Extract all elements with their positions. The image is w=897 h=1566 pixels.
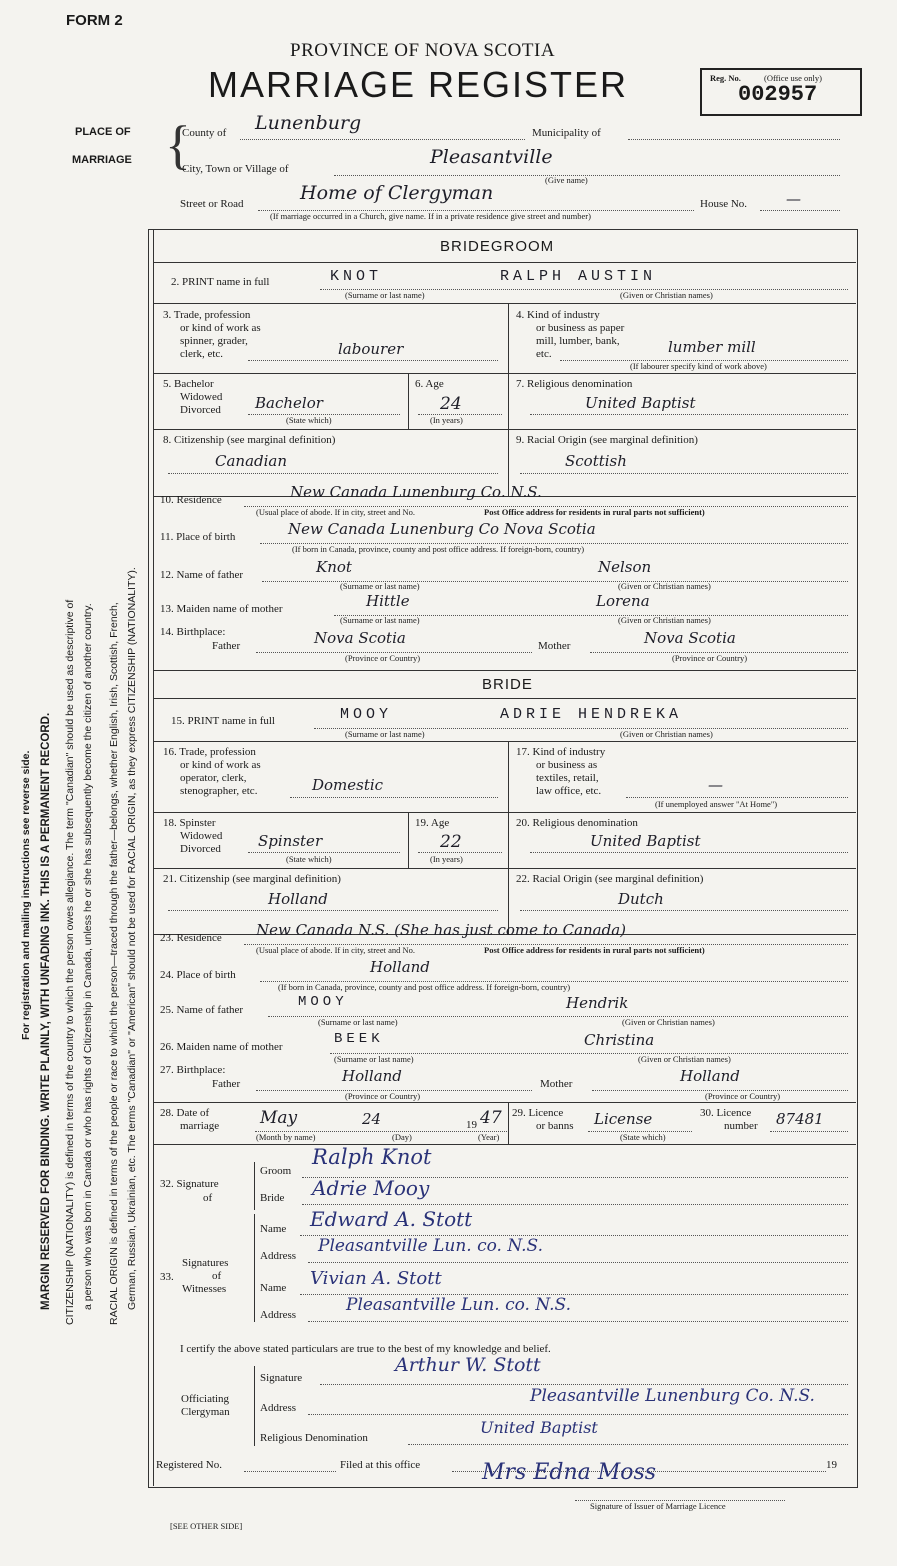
- groom-trade: labourer: [338, 340, 404, 358]
- clergy-denom-label: Religious Denomination: [260, 1432, 368, 1444]
- bride-birthplace: Holland: [370, 958, 430, 976]
- f5-l1: 5. Bachelor: [163, 378, 214, 390]
- f21-label: 21. Citizenship (see marginal definition): [163, 873, 341, 885]
- clergy-addr-label: Address: [260, 1402, 297, 1414]
- f18-l1: 18. Spinster: [163, 817, 216, 829]
- groom-birthplace: New Canada Lunenburg Co Nova Scotia: [288, 520, 596, 538]
- licence-number: 87481: [776, 1110, 824, 1128]
- f27-mother: Mother: [540, 1078, 573, 1090]
- bride-given: ADRIE HENDREKA: [500, 706, 683, 723]
- f28-l1: 28. Date of: [160, 1107, 210, 1119]
- f32-l1: 32. Signature: [160, 1178, 219, 1190]
- marriage-year: 47: [480, 1108, 502, 1128]
- f14-father: Father: [212, 640, 241, 652]
- groom-status: Bachelor: [255, 394, 323, 412]
- f4-hint: (If labourer specify kind of work above): [630, 361, 767, 371]
- bride-industry: —: [708, 776, 723, 794]
- bride-father-given-hint: (Given or Christian names): [622, 1017, 715, 1027]
- w1-name-label: Name: [260, 1223, 287, 1235]
- groom-years: (In years): [430, 415, 463, 425]
- witness2-name: Vivian A. Stott: [310, 1268, 442, 1289]
- groom-given-hint: (Given or Christian names): [620, 290, 713, 300]
- f16-l1: 16. Trade, profession: [163, 746, 256, 758]
- groom-citizenship: Canadian: [215, 452, 288, 470]
- place-label-2: MARRIAGE: [72, 154, 132, 166]
- bride-mother-given-hint: (Given or Christian names): [638, 1054, 731, 1064]
- f17-l1: 17. Kind of industry: [516, 746, 606, 758]
- f26-label: 26. Maiden name of mother: [160, 1041, 283, 1053]
- bride-status: Spinster: [258, 832, 323, 850]
- f9-label: 9. Racial Origin (see marginal definition): [516, 434, 698, 446]
- groom-state-which: (State which): [286, 415, 332, 425]
- licence-state-which: (State which): [620, 1132, 666, 1142]
- f25-label: 25. Name of father: [160, 1004, 244, 1016]
- bride-bp-mother: Holland: [680, 1067, 740, 1085]
- groom-bp-father: Nova Scotia: [314, 629, 406, 647]
- margin-line-5: RACIAL ORIGIN is defined in terms of the people or race to which the person—traced through the father—belongs, whether English, Irish, Scottish, French,: [108, 602, 120, 1325]
- bride-citizenship: Holland: [268, 890, 328, 908]
- clergy-sig-label: Signature: [260, 1372, 303, 1384]
- municipality-label: Municipality of: [532, 127, 601, 139]
- give-name-hint: (Give name): [545, 175, 588, 185]
- street-value: Home of Clergyman: [300, 182, 494, 204]
- groom-prov-hint-f: (Province or Country): [345, 653, 421, 663]
- year-hint: (Year): [478, 1132, 500, 1142]
- f23-label: 23. Residence: [160, 932, 222, 944]
- f12-label: 12. Name of father: [160, 569, 244, 581]
- margin-line-3: CITIZENSHIP (NATIONALITY) is defined in terms of the country to which the person owes allegiance. The term "Canadian" should be used as descriptive of: [64, 599, 76, 1325]
- f3-l4: clerk, etc.: [180, 348, 224, 360]
- certify-statement: I certify the above stated particulars are true to the best of my knowledge and belief.: [180, 1343, 551, 1355]
- margin-line-1: For registration and mailing instructions see reverse side.: [20, 750, 32, 1040]
- groom-industry: lumber mill: [668, 338, 756, 356]
- f7-label: 7. Religious denomination: [516, 378, 633, 390]
- bride-racial: Dutch: [618, 890, 664, 908]
- bride-surname: MOOY: [340, 706, 393, 723]
- w2-name-label: Name: [260, 1282, 287, 1294]
- w2-address-label: Address: [260, 1309, 297, 1321]
- form-number: FORM 2: [66, 12, 123, 29]
- f17-l2: or business as: [536, 759, 598, 771]
- house-label: House No.: [700, 198, 748, 210]
- clergy-l1: Officiating: [181, 1393, 230, 1405]
- f4-l3: mill, lumber, bank,: [536, 335, 620, 347]
- f33-l1: Signatures: [182, 1257, 229, 1269]
- filed-label: Filed at this office: [340, 1459, 421, 1471]
- groom-surname-hint: (Surname or last name): [345, 290, 425, 300]
- f3-l2: or kind of work as: [180, 322, 261, 334]
- groom-signature: Ralph Knot: [312, 1145, 432, 1169]
- bride-bp-father: Holland: [342, 1067, 402, 1085]
- margin-line-4: a person who was born in Canada or who has rights of Citizenship in Canada, unless he or she has subsequently become the citizen of another country.: [82, 603, 94, 1310]
- place-label-1: PLACE OF: [75, 126, 131, 138]
- f4-l2: or business as paper: [536, 322, 625, 334]
- bride-prov-hint-m: (Province or Country): [705, 1091, 781, 1101]
- marriage-day: 24: [362, 1110, 382, 1128]
- margin-line-2: MARGIN RESERVED FOR BINDING. WRITE PLAINLY, WITH UNFADING INK. THIS IS A PERMANENT RECORD.: [40, 712, 52, 1310]
- groom-mother-surname: Hittle: [366, 592, 410, 610]
- f29-l2: or banns: [536, 1120, 574, 1132]
- groom-sig-label: Groom: [260, 1165, 292, 1177]
- groom-res-hint-b: Post Office address for residents in rural parts not sufficient): [484, 507, 705, 517]
- office-use-note: (Office use only): [764, 73, 822, 83]
- filed-year-prefix: 19: [826, 1459, 837, 1471]
- f17-l3: textiles, retail,: [536, 772, 599, 784]
- f3-l3: spinner, grader,: [180, 335, 248, 347]
- f16-l4: stenographer, etc.: [180, 785, 258, 797]
- licence-type: License: [594, 1110, 653, 1128]
- witness1-address: Pleasantville Lun. co. N.S.: [318, 1236, 543, 1256]
- bride-given-hint: (Given or Christian names): [620, 729, 713, 739]
- bride-signature: Adrie Mooy: [312, 1176, 430, 1200]
- city-value: Pleasantville: [430, 146, 553, 168]
- issuer-label: Signature of Issuer of Marriage Licence: [590, 1501, 726, 1511]
- f5-l2: Widowed: [180, 391, 223, 403]
- f11-label: 11. Place of birth: [160, 531, 236, 543]
- bride-res-hint-b: Post Office address for residents in rural parts not sufficient): [484, 945, 705, 955]
- bride-father-given: Hendrik: [566, 994, 629, 1012]
- groom-birth-hint: (If born in Canada, province, county and post office address. If foreign-born, country): [292, 544, 585, 554]
- bride-trade: Domestic: [312, 776, 384, 794]
- street-note: (If marriage occurred in a Church, give name. If in a private residence give street and number): [270, 211, 591, 221]
- street-label: Street or Road: [180, 198, 244, 210]
- f17-hint: (If unemployed answer "At Home"): [655, 799, 778, 809]
- year-prefix: 19: [466, 1119, 477, 1131]
- bride-father-surname: MOOY: [298, 994, 348, 1010]
- witness1-name: Edward A. Stott: [310, 1207, 473, 1231]
- f4-l1: 4. Kind of industry: [516, 309, 600, 321]
- clergy-signature: Arthur W. Stott: [395, 1354, 541, 1376]
- w1-address-label: Address: [260, 1250, 297, 1262]
- reg-number: 002957: [738, 82, 818, 107]
- groom-mother-given-hint: (Given or Christian names): [618, 615, 711, 625]
- groom-mother-given: Lorena: [596, 592, 650, 610]
- f18-l3: Divorced: [180, 843, 221, 855]
- marriage-month: May: [260, 1108, 298, 1128]
- bride-mother-given: Christina: [584, 1031, 655, 1049]
- see-other-side: [SEE OTHER SIDE]: [170, 1521, 243, 1531]
- groom-bp-mother: Nova Scotia: [644, 629, 736, 647]
- bridegroom-heading: BRIDEGROOM: [440, 238, 555, 255]
- groom-name-label-text: 2. PRINT name in full: [171, 276, 270, 288]
- reg-number-box: [700, 68, 862, 116]
- f14-mother: Mother: [538, 640, 571, 652]
- f33-num: 33.: [160, 1271, 174, 1283]
- f30-l1: 30. Licence: [700, 1107, 752, 1119]
- reg-label: Reg. No.: [710, 73, 741, 83]
- bride-religion: United Baptist: [590, 832, 701, 850]
- groom-given: RALPH AUSTIN: [500, 268, 657, 285]
- f22-label: 22. Racial Origin (see marginal definition): [516, 873, 704, 885]
- f16-l3: operator, clerk,: [180, 772, 247, 784]
- f24-label: 24. Place of birth: [160, 969, 236, 981]
- f29-l1: 29. Licence: [512, 1107, 564, 1119]
- bride-surname-hint: (Surname or last name): [345, 729, 425, 739]
- groom-father-given: Nelson: [598, 558, 652, 576]
- f16-l2: or kind of work as: [180, 759, 261, 771]
- f5-l3: Divorced: [180, 404, 221, 416]
- groom-res-hint-a: (Usual place of abode. If in city, street and No.: [256, 507, 416, 517]
- bride-residence: New Canada N.S. (She has just come to Canada): [256, 921, 627, 939]
- bride-father-surname-hint: (Surname or last name): [318, 1017, 398, 1027]
- day-hint: (Day): [392, 1132, 412, 1142]
- bride-prov-hint-f: (Province or Country): [345, 1091, 421, 1101]
- groom-mother-surname-hint: (Surname or last name): [340, 615, 420, 625]
- clergy-address: Pleasantville Lunenburg Co. N.S.: [530, 1386, 815, 1406]
- f6-label: 6. Age: [415, 378, 444, 390]
- clergy-denomination: United Baptist: [480, 1418, 598, 1437]
- groom-father-surname: Knot: [316, 558, 352, 576]
- clergy-l2: Clergyman: [181, 1406, 230, 1418]
- f19-label: 19. Age: [415, 817, 450, 829]
- groom-father-given-hint: (Given or Christian names): [618, 581, 711, 591]
- bride-res-hint-a: (Usual place of abode. If in city, street and No.: [256, 945, 416, 955]
- f28-l2: marriage: [180, 1120, 220, 1132]
- f27-father: Father: [212, 1078, 241, 1090]
- f33-l2: of: [212, 1270, 222, 1282]
- f17-l4: law office, etc.: [536, 785, 602, 797]
- f14-l1: 14. Birthplace:: [160, 626, 226, 638]
- groom-residence: New Canada Lunenburg Co. N.S.: [290, 483, 542, 501]
- groom-surname: KNOT: [330, 268, 383, 285]
- county-label: County of: [182, 127, 227, 139]
- f20-label: 20. Religious denomination: [516, 817, 638, 829]
- f15-label: 15. PRINT name in full: [171, 715, 275, 727]
- place-brace: {: [165, 115, 191, 175]
- groom-father-surname-hint: (Surname or last name): [340, 581, 420, 591]
- f10-label: 10. Residence: [160, 494, 222, 506]
- groom-prov-hint-m: (Province or Country): [672, 653, 748, 663]
- bride-mother-surname-hint: (Surname or last name): [334, 1054, 414, 1064]
- groom-racial: Scottish: [565, 452, 627, 470]
- bride-heading: BRIDE: [482, 676, 533, 693]
- f30-l2: number: [724, 1120, 758, 1132]
- f33-l3: Witnesses: [182, 1283, 227, 1295]
- f18-l2: Widowed: [180, 830, 223, 842]
- f4-l4: etc.: [536, 348, 552, 360]
- groom-name-label: [171, 276, 269, 288]
- house-value: —: [786, 190, 801, 208]
- f32-l2: of: [203, 1192, 213, 1204]
- bride-birth-hint: (If born in Canada, province, county and post office address. If foreign-born, country): [278, 982, 571, 992]
- bride-years: (In years): [430, 854, 463, 864]
- issuer-signature: Mrs Edna Moss: [482, 1460, 657, 1485]
- county-value: Lunenburg: [255, 112, 362, 134]
- bride-state-which: (State which): [286, 854, 332, 864]
- f8-label: 8. Citizenship (see marginal definition): [163, 434, 336, 446]
- margin-line-6: German, Russian, Ukrainian, etc. The terms "Canadian" or "American" should not be used for RACIAL ORIGIN, as they express CITIZENSHIP (NATIONALITY).: [126, 567, 138, 1310]
- bride-age: 22: [440, 832, 462, 852]
- province-heading: PROVINCE OF NOVA SCOTIA: [290, 40, 556, 61]
- month-hint: (Month by name): [256, 1132, 316, 1142]
- f13-label: 13. Maiden name of mother: [160, 603, 283, 615]
- groom-religion: United Baptist: [585, 394, 696, 412]
- page-title: MARRIAGE REGISTER: [208, 64, 629, 105]
- witness2-address: Pleasantville Lun. co. N.S.: [346, 1295, 571, 1315]
- groom-age: 24: [440, 394, 462, 414]
- bride-sig-label: Bride: [260, 1192, 285, 1204]
- f27-l1: 27. Birthplace:: [160, 1064, 226, 1076]
- city-label: City, Town or Village of: [182, 163, 289, 175]
- bride-mother-surname: BEEK: [334, 1031, 384, 1047]
- f3-l1: 3. Trade, profession: [163, 309, 251, 321]
- registered-label: Registered No.: [156, 1459, 222, 1471]
